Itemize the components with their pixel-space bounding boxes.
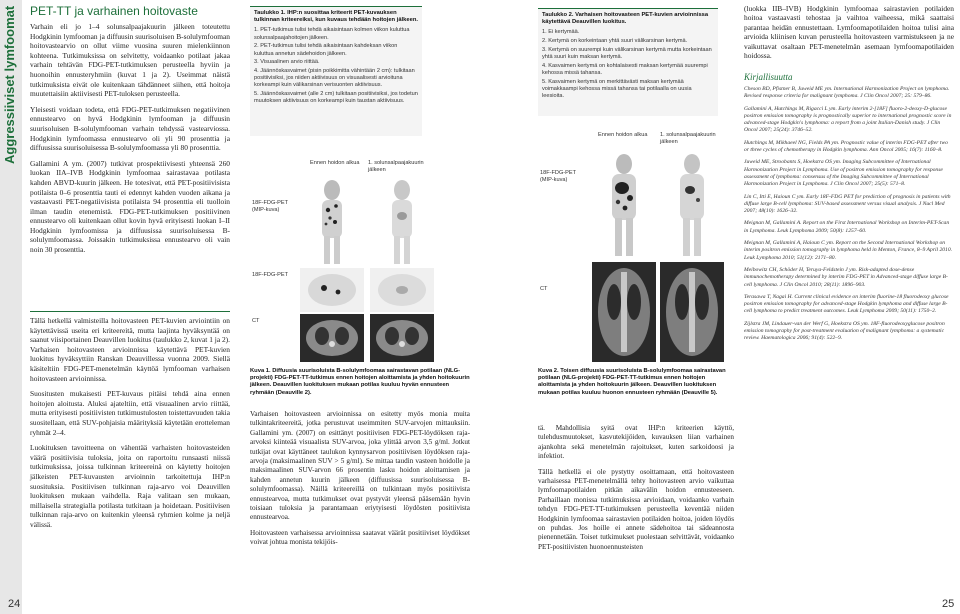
- reference-item: Juweid ME, Stroobants S, Hoekstra OS ym. Imaging Subcommittee of International Harmonization Project in Lymphoma. Use of positron emission tomography for response assessment of lymphoma: consensus of the Imaging Subcommittee of International Harmonization Project in Lymphoma. J Clin Oncol 2007; 25(5): 571–8.: [744, 159, 943, 188]
- fig1-pet-after: [370, 268, 434, 312]
- reference-item: Terasawa T, Nagai H. Current clinical evidence on interim fluorine-18 fluorodeoxy glucose positron emission tomography for advanced-stage Hodgkin lymphoma and diffuse large B-cell lymphoma to predict treatment outcomes. Leuk Lymphoma 2009; 50(11): 1750–2.: [744, 293, 949, 315]
- table-1-item: 2. PET-tutkimus tulisi tehdä aikaisintaan kahdeksan viikon kuluttua annetun sädehoidon jälkeen.: [254, 43, 398, 57]
- reference-item: Hutchings M, Mikhaeel NG, Fields PA ym. Prognostic value of interim FDG-PET after two or three cycles of chemotherapy in Hodgkin lymphoma. Ann Oncol 2005; 16(7): 1160–8.: [744, 139, 948, 154]
- paragraph: Varhain eli jo 1–4 solunsalpaajakuurin jälkeen toteutettu Hodgkinin lymfooman ja diffuusin suurisoluisen B-solulymfooman hoitovastearvio on ollut viime vuosina suuren mielenkiinnon kohteena. Tutkimuksissa on selvitetty, voidaanko potilaat jakaa varhain tehtävän FDG-PET-tutkimuksen perusteella hyviin ja huonoihin ennusteryhmiin (kuvat 1 ja 2). Useimmat näistä tutkimuksista eivät ole kuitenkaan tähdänneet siihen, että hoitoja muutettaisiin aktiivisesti PET-tuloksen perusteella.: [30, 22, 230, 99]
- section-label: Aggressiiviset lymfoomat: [2, 6, 17, 165]
- article-title: PET-TT ja varhainen hoitovaste: [30, 4, 198, 18]
- fig1-mip-before: [300, 176, 364, 266]
- table-2-item: 4. Kasvaimen kertymä on kohtalaisesti maksan kertymää suurempi kehossa missä tahansa.: [542, 62, 708, 76]
- references-heading: Kirjallisuutta: [744, 72, 793, 82]
- page-number-left: 24: [8, 598, 21, 610]
- table-2: [538, 8, 718, 116]
- paragraph: tä. Mahdollisia syitä ovat IHP:n kriteerien käyttö, tulehdusmuutokset, kasvutekijöiden, kuvauksen liian varhainen ajankohta sekä menetelmän rajoitukset, kuten sarkoidoosi ja infektiot.: [538, 424, 734, 461]
- table-1-caption: Taulukko 1. IHP:n suosittaa kriteerit PET-kuvauksen tulkinnan kriteereiksi, kun kuvaus tehdään hoitojen jälkeen.: [254, 10, 418, 24]
- fig2-label-before: Ennen hoidon alkua: [598, 132, 648, 138]
- paragraph: Yleisesti voidaan todeta, että FDG-PET-tutkimuksen negatiivinen ennustearvo on hyvä Hodgkinin lymfooman ja diffuusin suurisoluisen B-solulymfooman varhain tehdyssä vastearviossa. Hodgkinin lymfoomassa ennustearvo oli yli 90 prosenttia ja diffuusissa suurisoluisessa B-solulymfoomassa yli 80 prosenttia.: [30, 104, 230, 153]
- paragraph: Gallamini A ym. (2007) tutkivat prospektiivisesti yhteensä 260 luokan IIA–IVB Hodgkinin lymfoomaa sairastavaa potilasta kahden ABVD-kuurin jälkeen. He totesivat, että PET-positiivisista potilaista 0–6 prosenttia tauti ei edennyt kahden vuoden aikana ja vastaavasti PET-negatiivisista potilaista 94 prosenttia eli tuolloin ilman taudin etenemistä. FDG-PET-tutkimuksen positiivinen ennustearvo oli kuitenkaan ollut kovin hyvä erityisesti luokan I–II Hodgkinin lymfoomissa ja diffuusissa suurisoluisessa B-solulymfoomassa. Joissakin tutkimuksissa ennustearvo oli vain noin 30 prosenttia.: [30, 158, 230, 255]
- table-2-item: 2. Kertymä on korkeintaan yhtä suuri välikarsinan kertymä.: [542, 38, 688, 45]
- reference-item: Meignan M, Gallamini A, Haioun C ym. Report on the Second International Workshop on interim positron emission tomography in lymphoma held in Menton, France, 8–9 April 2010. Leuk Lymphoma 2010; 51(12): 2171–80.: [744, 240, 953, 261]
- paragraph: Hoitovasteen varhaisessa arvioinnissa saatavat väärät positiiviset löydökset voivat johtua monista tekijöis-: [250, 528, 470, 547]
- paragraph: Luokituksen tavoitteena on vähentää varhaisten hoitovasteiden väärä positiivisia tuloksia, joita on raportoitu runsaasti niissä tutkimuksissa, joissa tulkinnan kriteereinä on käytetty hoitojen jälkeisten PET-kuvausten arvioinnin tarkoitettuja IHP:n suosituksia. Positiivisen tulkinnan raja-arvo voi Deauvillen luokituksen mukaan vaihdella. Raja valitaan sen mukaan, millaisella strategialla potilasta tutkitaan ja hoidetaan. Positiivisen tulkinnan raja-arvo on kuitenkin yleensä ryhmien kolme ja neljä välissä.: [30, 443, 230, 529]
- fig1-label-mip: 18F-FDG-PET (MIP-kuva): [252, 200, 288, 213]
- reference-item: Meibowitz CH, Schöder H, Teruya-Feldstein J ym. Risk-adapted dose-dense immunochemotherapy determined by interim FDG-PET in Advanced-stage diffuse large B-cell lymphoma. J Clin Oncol 2010; 28(11): 1896–903.: [744, 266, 948, 288]
- divider: [30, 311, 230, 312]
- fig2-ct-before: [592, 262, 656, 362]
- fig1-mip-after: [370, 176, 434, 266]
- fig1-label-after: 1. solunsalpaajakuurin jälkeen: [368, 160, 424, 173]
- fig2-mip-after: [660, 150, 724, 258]
- fig2-ct-after: [660, 262, 724, 362]
- reference-item: Zijlstra JM, Lindauer-van der Werf G, Hoekstra OS ym. 18F-fluorodeoxyglucose positron emission tomography for post-treatment evaluation of malignant lymphoma: a systematic review. Haematologica 2006; 91(4): 522–9.: [744, 320, 945, 342]
- reference-item: Meignan M, Gallamini A. Report on the First International Workshop on Interim-PET-Scan in Lymphoma. Leuk Lymphoma 2009; 50(8): 1257–60.: [744, 220, 950, 234]
- fig1-ct-before: [300, 314, 364, 362]
- fig1-label-pet: 18F-FDG-PET: [252, 272, 289, 278]
- fig2-mip-before: [592, 150, 656, 258]
- figure-2-caption: Kuva 2. Toisen diffuusia suurisoluista B-solulymfoomaa sairastavan potilaan (NLG-projekti) FDG-PET-TT-tutkimus ennen hoitojen aloittamista ja yhden hoitokuurin jälkeen. Deauvillen luokituksen mukaan potilas kuuluu huonon ennusteen ryhmään (Deauville 5).: [538, 368, 726, 396]
- paragraph: Suositusten mukaisesti PET-kuvaus pitäisi tehdä aina ennen hoitojen aloitusta. Aluksi ajateltiin, että visuaalinen arvio riittää, mutta erityisesti positiivisten tutkimustulosten toistettavuuden takia suositellaan, että SUV-pohjaisia määrityksiä käytetään erotteleman ryhmät 2–4.: [30, 389, 230, 437]
- table-2-item: 5. Kasvaimen kertymä on merkittävästi maksan kertymää voimakkaampi kehossa missä tahansa tai potilaalla on uusia leesioita.: [542, 78, 692, 100]
- table-1: [250, 6, 422, 136]
- fig2-label-ct: CT: [540, 286, 548, 292]
- table-1-item: 5. Jäännöskasvaimet (alle 2 cm) tulkitaan positiivisiksi, jos todetun muutoksen aktiivisuus on korkeampi kuin taustan aktiivisuus.: [254, 91, 418, 105]
- references-list: [744, 86, 954, 348]
- paragraph: Tällä hetkellä ei ole pystytty osoittamaan, että hoitovasteen varhaisessa PET-menetelmällä tehty hoitovasteen arvio vaikuttaa lymfoomapotilaiden pitkän aikavälin hoidon ennusteeseen. Parhaillaan monissa tutkimuksissa arvioidaan, voidaanko varhain tehdyn FDG-PET-TT-tutkimuksen perusteella keventää niiden Hodgkinin lymfoomaa sairastavien potilaiden hoitoa, joiden löydös on puhdas. Jos hoille ei annete sädehoitoa tai sädeannosta pienennetään. Toiset tutkimukset puolestaan selvittävät, voidaanko PET-positiivisten huonoennusteisten: [538, 467, 734, 551]
- figure-1-caption: Kuva 1. Diffuusia suurisoluista B-solulymfoomaa sairastavan potilaan (NLG-projekti) FDG-PET-TT-tutkimus ennen hoitojen aloittamista ja yhden hoitokuurin jälkeen. Deauvillen luokituksen mukaan potilas kuuluu hyvän ennusteen ryhmään (Deauville 2).: [250, 368, 470, 396]
- fig1-pet-before: [300, 268, 364, 312]
- reference-item: Cheson BD, Pfistner B, Juweid ME ym. International Harmonization Project on lymphoma. Revised response criteria for malignant lymphoma. J Clin Oncol 2007; 25: 579–86.: [744, 86, 950, 100]
- table-1-item: 4. Jäännöskasvaimet (pisin poikkimitta vähintään 2 cm): tulkitaan positiivisiksi, jos niiden aktiivisuus on visuaalisesti arvioituna korkeampi kuin välikarsinan verisuonten aktiivisuus.: [254, 67, 415, 89]
- page-number-right: 25: [942, 598, 955, 610]
- table-2-item: 1. Ei kertymää.: [542, 29, 580, 36]
- fig1-ct-after: [370, 314, 434, 362]
- fig1-label-ct: CT: [252, 318, 260, 324]
- table-2-caption: Taulukko 2. Varhaisen hoitovasteen PET-kuvien arvioinnissa käytettävä Deauvillen luokitus.: [542, 12, 709, 26]
- left-column-1b: [30, 316, 230, 535]
- spine-bar: [0, 0, 22, 614]
- reference-item: Gallamini A, Hutchings M, Rigacci L ym. Early interim 2-[18F] fluoro-2-deoxy-D-glucose positron emission tomography is prognostically superior to international prognostic score in advanced-stage Hodgkin's lymphoma: a report from a joint Italian-Danish study. J Clin Oncol 2007; 25(24): 3746–52.: [744, 105, 952, 134]
- table-1-item: 3. Visuaalinen arvio riittää.: [254, 59, 320, 66]
- table-2-item: 3. Kertymä on suurempi kuin välikarsinan kertymä mutta korkeintaan yhtä suuri kuin maksan kertymä.: [542, 46, 712, 61]
- fig1-label-before: Ennen hoidon alkua: [310, 160, 360, 166]
- right-column-mid: [538, 424, 734, 558]
- left-column-1: [30, 22, 230, 261]
- paragraph: Varhaisen hoitovasteen arvioinnissa on esitetty myös monia muita tulkintakriteereitä, jotka perustuvat useimmiten SUV-arvojen mittauksiin. Gallamini ym. (2007) on esittänyt positiivisen FDG-PET-löydöksen raja-arvoksi kiinteää visuaalista SUV-arvoa, joka ylittää arvon 3,5 g/ml. Jotkut tutkijat ovat käyttäneet taulukon kynnysarvon positiivisen löydöksen raja-arvoja (maksimaalinen SUV > 5 g/ml). Se mittaa taudin vasteen hoidolle ja maksimaalinen SUV-arvon 66 prosentin lasku hoidon aloittamisen ja kahden annetun kuurin jälkeen (diffuusissa suurisoluisessa B-solulymfoomassa). Näillä kriteereillä on tulkintaan myös positiivista ennustearvoa, mutta tutkimukset ovat pystyvät yleensä pääsemään hyvin toisiaan tuloksia ja parantamaan eriytyisesti löydösten positiivista ennustearvoa.: [250, 410, 470, 522]
- right-column-top: (luokka IIB–IVB) Hodgkinin lymfoomaa sairastavien potilaiden hoitoa vastaavasti tehostaa ja vaihtoa vaiheessa, mikä saattaisi parantaa heidän ennustettaan. Lymfoomapotilaiden hoitoa tulisi aina arvioida kliinisen kuvan perusteella hoitovasteen varmistukseen ja ne vaikuttavat osaltaan PET-menetelmän asemaan lymfoomapotilaiden hoidossa.: [744, 4, 954, 61]
- paragraph: Tällä hetkellä valmisteilla hoitovasteen PET-kuvien arviointiin on käytettävissä useita eri kriteereitä, mutta laajinta hyväksyntää on saanut viisiportainen Deauvillen luokitus (taulukko 2, kuvat 1 ja 2). Varhaisen hoitovasteen arvioinnissa käytettävä PET-kuvien luokitus hyväksyttiin Ranskan Deauvillessa vuonna 2009. Siellä käsiteltiin FDG-PET-menetelmän käyttöä lymfooman varhaisen hoitovasteen arvioinnissa.: [30, 316, 230, 383]
- fig2-label-mip: 18F-FDG-PET (MIP-kuva): [540, 170, 576, 183]
- fig2-label-after: 1. solunsalpaajakuurin jälkeen: [660, 132, 716, 145]
- table-1-item: 1. PET-tutkimus tulisi tehdä aikaisintaan kolmen viikon kuluttua solunsalpaajahoitojen jälkeen.: [254, 27, 410, 41]
- middle-column: [250, 410, 470, 554]
- reference-item: Lin C, Itti E, Haioun C ym. Early 18F-FDG PET for prediction of prognosis in patients with diffuse large B-cell lymphoma: SUV-based assessment versus visual analysis. J Nucl Med 2007; 48(10): 1626–32.: [744, 193, 951, 215]
